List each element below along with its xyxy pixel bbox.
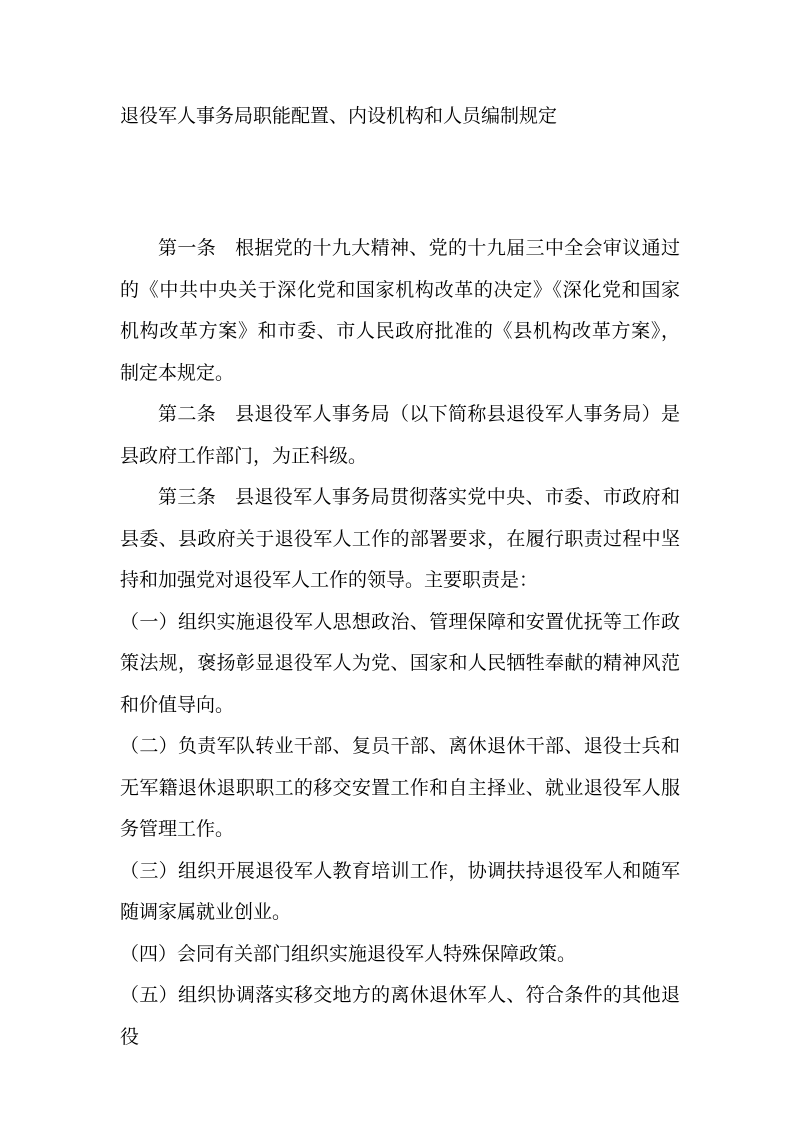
article-2: [120, 394, 680, 477]
duty-item-1: （一）组织实施退役军人思想政治、管理保障和安置优抚等工作政策法规，褒扬彰显退役军人为党、国家和人民牺牲奉献的精神风范和价值导向。: [120, 610, 680, 716]
duty-item-5: （五）组织协调落实移交地方的离休退休军人、符合条件的其他退役: [120, 984, 680, 1048]
article-text: 县退役军人事务局（以下简称县退役军人事务局）是县政府工作部门，为正科级。: [120, 403, 680, 467]
article-text: 县退役军人事务局贯彻落实党中央、市委、市政府和县委、县政府关于退役军人工作的部署要求，在履行职责过程中坚持和加强党对退役军人工作的领导。主要职责是：: [120, 486, 680, 591]
article-3: [120, 477, 680, 602]
duty-item-2: （二）负责军队转业干部、复员干部、离休退休干部、退役士兵和无军籍退休退职职工的移交安置工作和自主择业、就业退役军人服务管理工作。: [120, 735, 680, 840]
document-title: 退役军人事务局职能配置、内设机构和人员编制规定: [120, 105, 558, 127]
article-1: [120, 228, 680, 394]
article-label: 第一条: [158, 237, 217, 259]
article-label: 第二条: [158, 403, 217, 425]
duty-item-3: （三）组织开展退役军人教育培训工作，协调扶持退役军人和随军随调家属就业创业。: [120, 859, 680, 923]
article-label: 第三条: [158, 486, 217, 508]
document-body: [120, 228, 680, 1058]
duty-item-4: （四）会同有关部门组织实施退役军人特殊保障政策。: [120, 942, 577, 965]
article-text: 根据党的十九大精神、党的十九届三中全会审议通过的《中共中央关于深化党和国家机构改革的决定》《深化党和国家机构改革方案》和市委、市人民政府批准的《县机构改革方案》，制定本规定。: [120, 237, 680, 384]
